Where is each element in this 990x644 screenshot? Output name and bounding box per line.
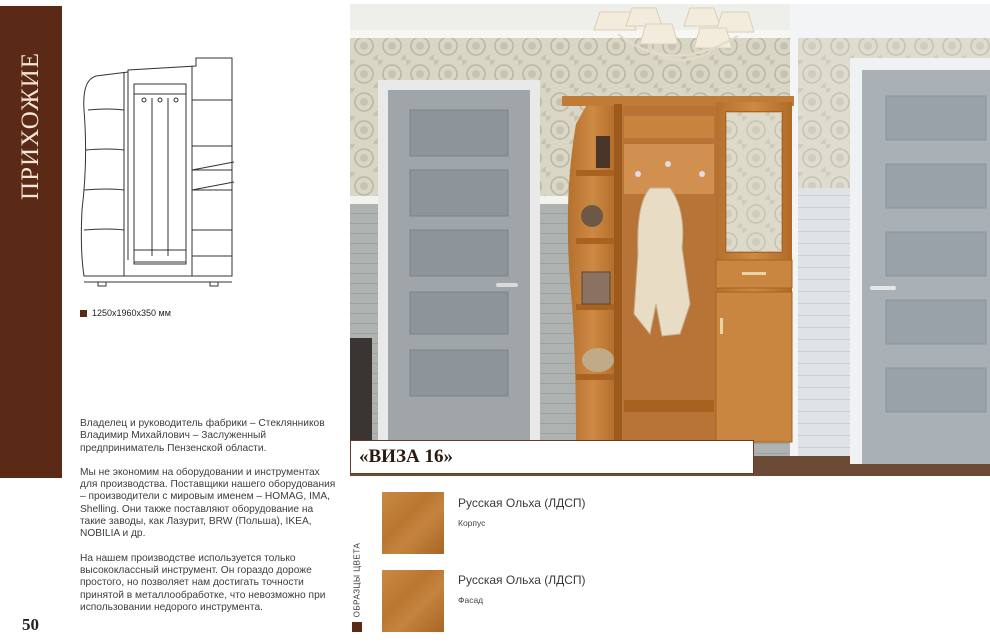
swatch-part: Корпус — [458, 518, 486, 528]
dimensions-text: 1250х1960х350 мм — [92, 308, 171, 318]
side-band — [0, 6, 62, 478]
technical-drawing — [74, 50, 244, 298]
label-square — [352, 622, 362, 632]
description-paragraph: На нашем производстве используется только высококлассный инструмент. Он гораздо дороже простого, но позволяет нам достигать точности принятой в металлообработке, что невозможно при использовании недорого инструмента. — [80, 552, 326, 613]
color-samples-label: ОБРАЗЦЫ ЦВЕТА — [352, 542, 362, 618]
swatch-name: Русская Ольха (ЛДСП) — [458, 496, 586, 510]
swatch-name: Русская Ольха (ЛДСП) — [458, 573, 586, 587]
product-title: «ВИЗА 16» — [350, 440, 754, 474]
description-paragraph: Владелец и руководитель фабрики – Стеклянников Владимир Михайлович – Заслуженный предприниматель Пензенской области. — [80, 418, 325, 454]
dimensions-caption — [80, 308, 171, 318]
page-number: 50 — [22, 615, 39, 634]
swatch-part: Фасад — [458, 595, 484, 605]
color-swatch-facade — [382, 570, 444, 632]
bullet-square — [80, 310, 87, 317]
color-swatch-body — [382, 492, 444, 554]
interior-photo — [350, 4, 990, 476]
description-paragraph: Мы не экономим на оборудовании и инструментах для производства. Поставщики нашего оборудования – производители с мировым именем – HOMAG, IMA, Shelling. Они также поставляют оборудование на такие заводы, как Лазурит, BRW (Польша), IKEA, NOBILIA и др. — [80, 466, 336, 540]
section-title: ПРИХОЖИЕ — [17, 52, 44, 200]
description — [80, 418, 338, 626]
